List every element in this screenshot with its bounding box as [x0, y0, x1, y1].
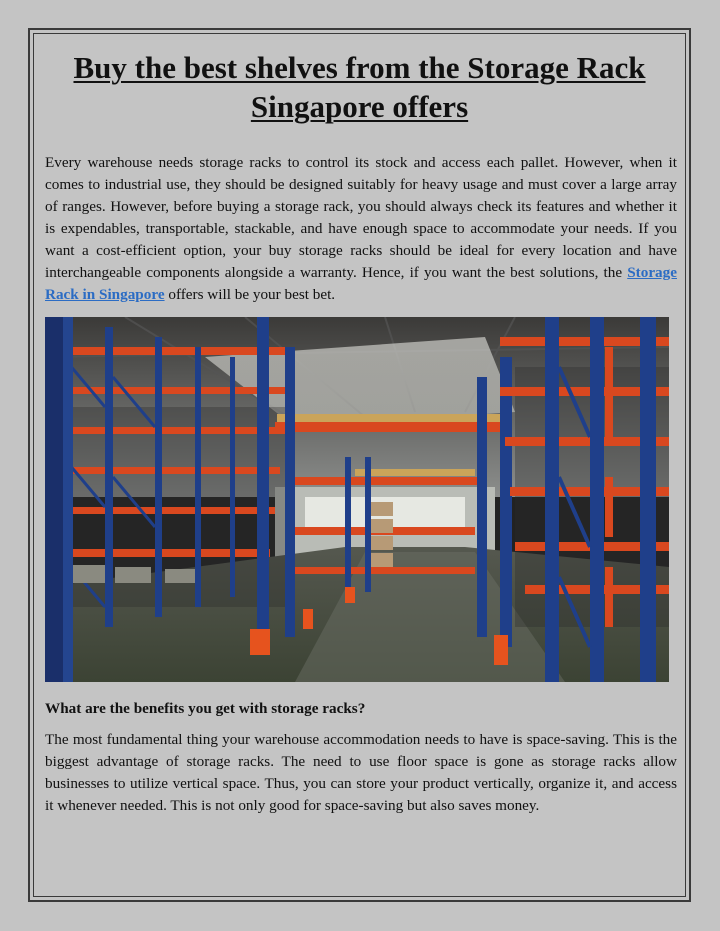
storage-rack-singapore-link[interactable]: Storage Rack in Singapore: [45, 264, 677, 303]
intro-text-after-link: offers will be your best bet.: [164, 286, 336, 303]
intro-paragraph: [45, 152, 677, 306]
warehouse-racks-photo: [45, 317, 669, 682]
intro-text-before-link: Every warehouse needs storage racks to control its stock and access each pallet. However, when it comes to industrial use, they should be designed suitably for heavy usage and must cover a large array of ranges. However, before buying a storage rack, you should always check its features and whether it is expendables, transportable, stackable, and have enough space to accommodate your needs. If you want a cost-efficient option, your buy storage racks should be ideal for every location and have interchangeable components alongside a warranty. Hence, if you want the best solutions, the: [45, 154, 677, 281]
benefits-heading: What are the benefits you get with storage racks?: [45, 700, 366, 717]
benefits-paragraph: The most fundamental thing your warehouse accommodation needs to have is space-saving. This is the biggest advantage of storage racks. The need to use floor space is gone as storage racks allow businesses to utilize vertical space. Thus, you can store your product vertically, organize it, and access it whenever needed. This is not only good for space-saving but also saves money.: [45, 731, 677, 814]
page-title: Buy the best shelves from the Storage Rack Singapore offers: [73, 50, 646, 124]
page-frame: [28, 28, 691, 902]
